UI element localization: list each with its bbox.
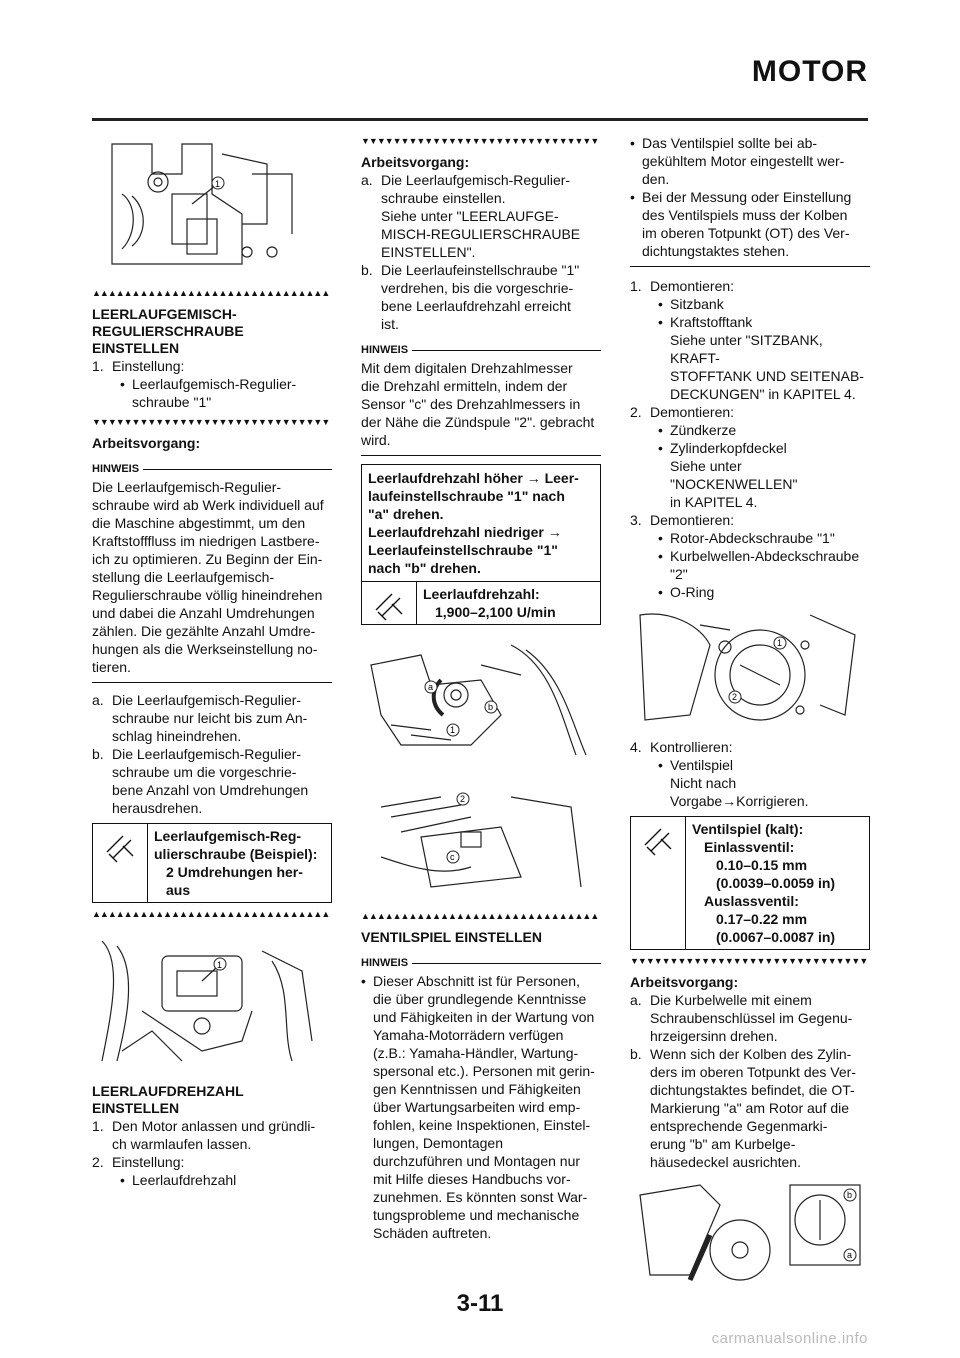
arbeitsvorgang-heading: Arbeitsvorgang: <box>361 154 470 170</box>
triangle-rule-up: ▲▲▲▲▲▲▲▲▲▲▲▲▲▲▲▲▲▲▲▲▲▲▲▲▲▲▲▲▲▲ <box>361 911 599 921</box>
triangle-rule-down: ▼▼▼▼▼▼▼▼▼▼▼▼▼▼▼▼▼▼▼▼▼▼▼▼▼▼▼▼▼▼ <box>630 956 868 966</box>
list-text: Wenn sich der Kolben des Zylin- ders im oberen Totpunkt des Ver- dichtungstaktes befindet, die OT- Markierung "a" am Rotor auf die entsprechende Gegenmarki- erung "b" am Kurbelge- häusedeckel ausrichten. <box>650 1046 856 1170</box>
wrench-icon <box>362 582 417 624</box>
bullet-text: Ventilspiel Nicht nach Vorgabe→Korrigieren. <box>670 757 809 809</box>
bullet: • <box>658 422 663 438</box>
engine-figure-tach-sensor <box>361 777 601 897</box>
list-mark: b. <box>92 746 104 762</box>
engine-figure-rotor-cover <box>630 605 870 730</box>
callout-b: b <box>847 1190 853 1200</box>
bullet-text: O-Ring <box>670 584 715 600</box>
bullet: • <box>120 1172 125 1188</box>
column-3 <box>630 134 870 1295</box>
list-mark: b. <box>361 262 373 278</box>
spec-value: 1,900–2,100 U/min <box>435 604 556 620</box>
list-text: Die Leerlaufgemisch-Regulier- schraube einstellen. Siehe unter "LEERLAUFGE- MISCH-REGULIERSCHRAUBE EINSTELLEN". <box>381 172 581 260</box>
arbeitsvorgang-heading: Arbeitsvorgang: <box>630 974 739 990</box>
bullet-text: Kraftstofftank Siehe unter "SITZBANK, KRAFT- STOFFTANK UND SEITENAB- DECKUNGEN" in KAPITEL 4. <box>670 314 864 402</box>
bullet-text: Zündkerze <box>670 422 737 438</box>
step-text: Demontieren: <box>650 278 735 294</box>
step-number: 1. <box>92 1118 104 1134</box>
spec-exhaust-value: 0.17–0.22 mm (0.0067–0.0087 in) <box>716 911 836 945</box>
bullet-text: Leerlaufgemisch-Regulier- schraube "1" <box>132 376 297 410</box>
callout-b: b <box>488 702 494 712</box>
step-number: 2. <box>630 404 642 420</box>
hinweis-text: Mit dem digitalen Drehzahlmesser die Drehzahl ermitteln, indem der Sensor "c" des Drehzahlmessers in der Nähe die Zündspule "2". gebracht wird. <box>361 359 601 456</box>
hinweis-label: HINWEIS <box>361 954 601 972</box>
callout-1: 1 <box>217 960 223 970</box>
step-text: Kontrollieren: <box>650 739 733 755</box>
callout-1: 1 <box>450 725 456 735</box>
bullet: • <box>658 314 663 330</box>
list-mark: a. <box>361 172 373 188</box>
hinweis-text: Die Leerlaufgemisch-Regulier- schraube wird ab Werk individuell auf die Maschine abgestimmt, um den Kraftstofffluss im niedrigen Lastbere- ich zu optimieren. Zu Beginn der Ein- stellung die Leerlaufgemisch- Regulierschraube völlig hineindrehen und dabei die Anzahl Umdrehungen zählen. Die gezählte Anzahl Umdre- hungen als die Werkseinstellung no- tieren. <box>92 478 332 683</box>
note-text: Das Ventilspiel sollte bei ab- gekühltem Motor eingestellt wer- den. <box>642 135 845 187</box>
triangle-rule-down: ▼▼▼▼▼▼▼▼▼▼▼▼▼▼▼▼▼▼▼▼▼▼▼▼▼▼▼▼▼▼ <box>92 417 330 427</box>
bullet-text: Kurbelwellen-Abdeckschraube "2" <box>670 548 860 582</box>
list-mark: a. <box>92 692 104 708</box>
spec-box <box>92 823 332 903</box>
step-text: Demontieren: <box>650 404 735 420</box>
bullet: • <box>630 135 635 151</box>
list-text: Die Leerlaufgemisch-Regulier- schraube nur leicht bis zum An- schlag hineindrehen. <box>112 692 308 744</box>
note-rule <box>630 266 870 267</box>
section-heading-idle: LEERLAUFDREHZAHL EINSTELLEN <box>92 1083 244 1116</box>
callout-a: a <box>847 1250 853 1260</box>
bullet-text: Rotor-Abdeckschraube "1" <box>670 530 835 546</box>
engine-figure-mixture-screw <box>92 134 332 274</box>
bullet-text: Leerlaufdrehzahl <box>132 1172 237 1188</box>
bullet-text: Zylinderkopfdeckel Siehe unter "NOCKENWELLEN" in KAPITEL 4. <box>670 440 798 510</box>
spec-intake-label: Einlassventil: <box>704 839 795 855</box>
bullet: • <box>658 548 663 564</box>
step-number: 4. <box>630 739 642 755</box>
bullet: • <box>120 376 125 392</box>
header-rule <box>92 118 868 121</box>
section-heading-valve: VENTILSPIEL EINSTELLEN <box>361 929 542 945</box>
hinweis-label: HINWEIS <box>92 460 332 478</box>
list-text: Die Leerlaufgemisch-Regulier- schraube um die vorgeschrie- bene Anzahl von Umdrehungen herausdrehen. <box>112 746 309 816</box>
hinweis-label: HINWEIS <box>361 341 601 359</box>
column-1 <box>92 130 332 1189</box>
step-number: 1. <box>92 358 104 374</box>
page-title: MOTOR <box>751 55 868 88</box>
bullet: • <box>361 973 366 989</box>
triangle-rule-down: ▼▼▼▼▼▼▼▼▼▼▼▼▼▼▼▼▼▼▼▼▼▼▼▼▼▼▼▼▼▼ <box>361 136 599 146</box>
engine-figure-tdc-mark <box>630 1175 870 1287</box>
step-text: Einstellung: <box>112 358 185 374</box>
triangle-rule-up: ▲▲▲▲▲▲▲▲▲▲▲▲▲▲▲▲▲▲▲▲▲▲▲▲▲▲▲▲▲▲ <box>92 288 330 298</box>
step-number: 1. <box>630 278 642 294</box>
wrench-icon <box>93 824 148 902</box>
note-text: Bei der Messung oder Einstellung des Ventilspiels muss der Kolben im oberen Totpunkt (OT) des Ver- dichtungstaktes stehen. <box>642 189 852 259</box>
callout-2: 2 <box>460 794 466 804</box>
bullet-text: Sitzbank <box>670 296 724 312</box>
spec-box <box>361 582 601 625</box>
spec-box <box>630 816 870 950</box>
list-mark: a. <box>630 992 642 1008</box>
list-text: Die Leerlaufeinstellschraube "1" verdrehen, bis die vorgeschrie- bene Leerlaufdrehzahl erreicht ist. <box>381 262 580 332</box>
callout-a: a <box>428 682 434 692</box>
arbeitsvorgang-heading: Arbeitsvorgang: <box>92 435 201 451</box>
callout-2: 2 <box>732 692 738 702</box>
step-text: Den Motor anlassen und gründli- ch warmlaufen lassen. <box>112 1118 316 1152</box>
spec-intake-value: 0.10–0.15 mm (0.0039–0.0059 in) <box>716 857 836 891</box>
bullet: • <box>658 296 663 312</box>
spec-title: Leerlaufgemisch-Reg- ulierschraube (Beispiel): <box>154 828 318 862</box>
engine-figure-idle-screw <box>92 931 332 1071</box>
step-number: 2. <box>92 1154 104 1170</box>
spec-title: Ventilspiel (kalt): <box>692 821 804 837</box>
triangle-rule-up: ▲▲▲▲▲▲▲▲▲▲▲▲▲▲▲▲▲▲▲▲▲▲▲▲▲▲▲▲▲▲ <box>92 909 330 919</box>
bullet: • <box>658 757 663 773</box>
bullet: • <box>658 440 663 456</box>
section-heading-mixture: LEERLAUFGEMISCH- REGULIERSCHRAUBE EINSTELLEN <box>92 306 244 356</box>
engine-figure-idle-adjust <box>361 635 601 765</box>
hinweis-text: Dieser Abschnitt ist für Personen, die über grundlegende Kenntnisse und Fähigkeiten in der Wartung von Yamaha-Motorrädern verfügen (z.B.: Yamaha-Händler, Wartung- spersonal etc.). Personen mit gerin- gen Kenntnissen und Fähigkeiten über Wartungsarbeiten wird emp- fohlen, keine Inspektionen, Einstel- lungen, Demontagen durchzuführen und Montagen nur mit Hilfe dieses Handbuchs vor- zunehmen. Es könnten sonst War- tungsprobleme und mechanische Schäden auftreten. <box>373 973 595 1241</box>
callout-c: c <box>450 852 455 862</box>
bullet: • <box>658 530 663 546</box>
spec-exhaust-label: Auslassventil: <box>704 893 799 909</box>
watermark: carmanualsonline.info <box>711 1330 868 1347</box>
callout-1: 1 <box>777 638 783 648</box>
list-mark: b. <box>630 1046 642 1062</box>
bullet: • <box>630 189 635 205</box>
column-2 <box>361 136 601 1242</box>
step-text: Demontieren: <box>650 512 735 528</box>
wrench-icon <box>631 817 686 949</box>
adjust-direction-box: Leerlaufdrehzahl höher → Leer- laufeinstellschraube "1" nach "a" drehen. Leerlaufdrehzahl niedriger → Leerlaufeinstellschraube "1" nach "b" drehen. <box>361 464 601 582</box>
list-text: Die Kurbelwelle mit einem Schraubenschlüssel im Gegenu- hrzeigersinn drehen. <box>650 992 853 1044</box>
step-number: 3. <box>630 512 642 528</box>
page-number: 3-11 <box>456 1290 504 1317</box>
step-text: Einstellung: <box>112 1154 185 1170</box>
spec-value: 2 Umdrehungen her- aus <box>166 864 303 898</box>
bullet: • <box>658 584 663 600</box>
callout-1: 1 <box>215 179 221 189</box>
spec-title: Leerlaufdrehzahl: <box>423 586 540 602</box>
